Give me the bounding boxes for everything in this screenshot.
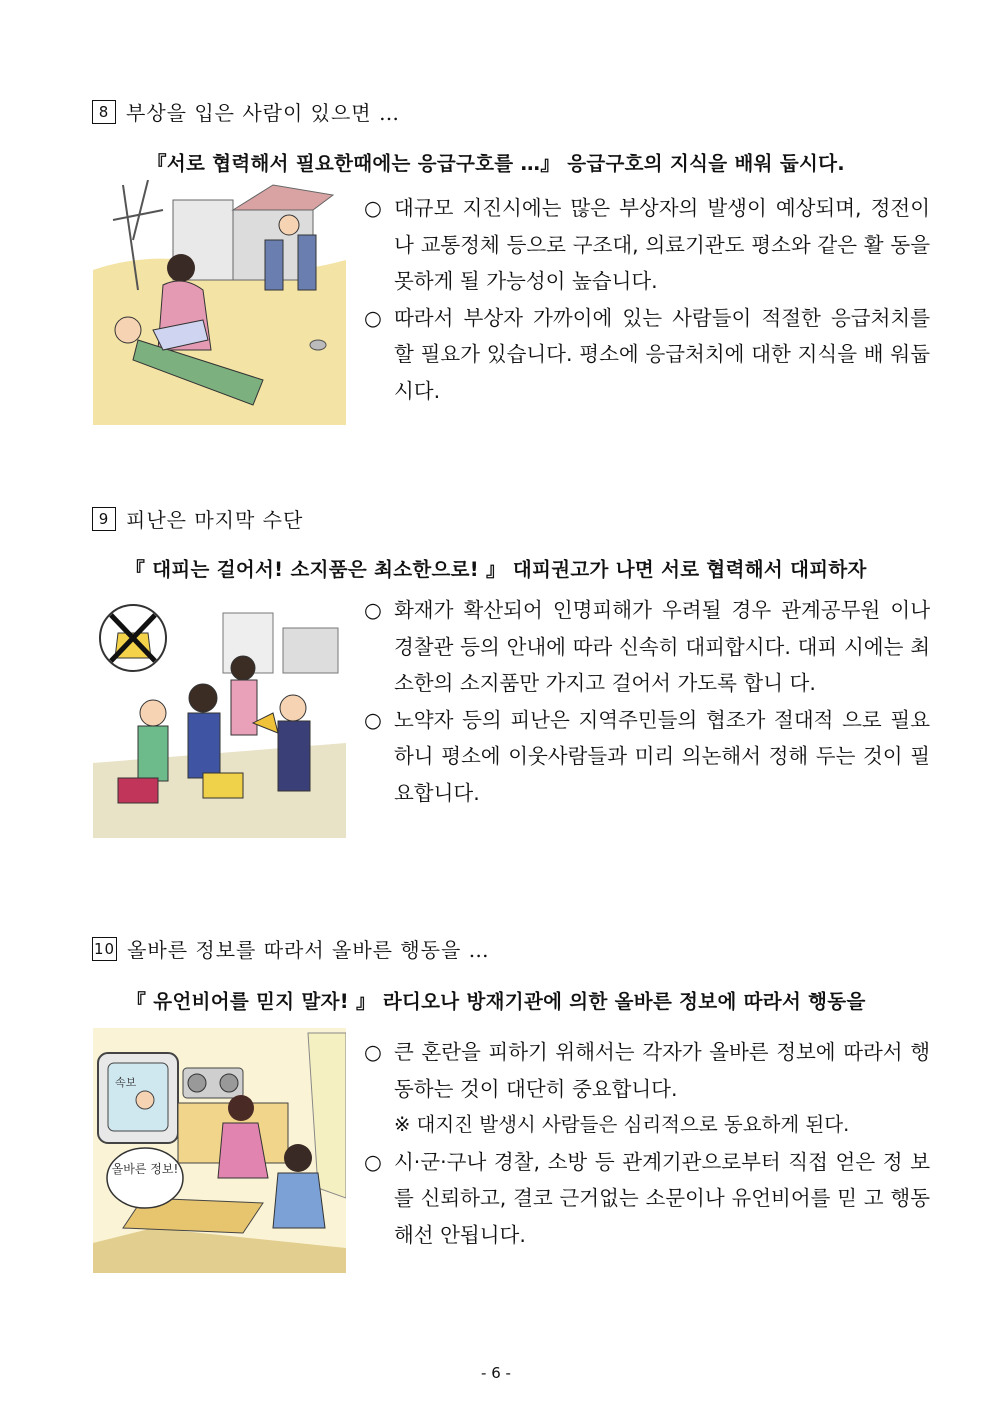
section-9-heading [92, 504, 303, 533]
list-item [364, 1144, 930, 1254]
section-8-body [364, 190, 930, 409]
section-8-slogan: 『서로 협력해서 필요한때에는 응급구호를 …』 응급구호의 지식을 배워 둡시다. [147, 152, 845, 175]
radio-information-illustration [93, 1028, 346, 1273]
evacuation-illustration [93, 593, 346, 838]
circle-bullet-icon: ○ [364, 1040, 382, 1064]
list-item-text: 노약자 등의 피난은 지역주민들의 협조가 절대적 으로 필요하니 평소에 이웃사람들과 미리 의논해서 정해 두는 것이 필요합니다. [394, 707, 930, 805]
section-heading-text: 피난은 마지막 수단 [126, 508, 304, 532]
tv-caption-text: 속보 [115, 1076, 137, 1089]
note-text: ※ 대지진 발생시 사람들은 심리적으로 동요하게 된다. [394, 1113, 850, 1136]
section-heading-text: 부상을 입은 사람이 있으면 … [126, 101, 400, 125]
list-item-text: 대규모 지진시에는 많은 부상자의 발생이 예상되며, 정전이 나 교통정체 등으로 구조대, 의료기관도 평소와 같은 활 동을 못하게 될 가능성이 높습니다. [394, 196, 930, 293]
circle-bullet-icon: ○ [364, 707, 382, 732]
section-number-box: 10 [92, 937, 117, 961]
list-item [364, 702, 930, 812]
circle-bullet-icon: ○ [364, 305, 382, 330]
list-item-text: 따라서 부상자 가까이에 있는 사람들이 적절한 응급처치를 할 필요가 있습니다. 평소에 응급처치에 대한 지식을 배 워둡시다. [394, 305, 930, 403]
section-10-heading [92, 934, 490, 963]
injured-person-illustration [93, 180, 346, 425]
section-heading-text: 올바른 정보를 따라서 올바른 행동을 … [127, 938, 490, 962]
section-number-box: 9 [92, 507, 116, 531]
section-9-body [364, 592, 930, 811]
section-9-slogan: 『 대피는 걸어서! 소지품은 최소한으로! 』 대피권고가 나면 서로 협력해서 대피하자 [125, 558, 867, 581]
page-number: - 6 - [481, 1364, 511, 1382]
section-8-heading [92, 97, 400, 126]
section-10-slogan: 『 유언비어를 믿지 말자! 』 라디오나 방재기관에 의한 올바른 정보에 따라서 행동을 [126, 990, 866, 1013]
circle-bullet-icon: ○ [364, 1149, 382, 1174]
list-item [364, 1034, 930, 1107]
section-number-box: 8 [92, 100, 116, 124]
list-item [364, 300, 930, 410]
list-item [364, 592, 930, 702]
list-item-text: 화재가 확산되어 인명피해가 우려될 경우 관계공무원 이나 경찰관 등의 안내에 따라 신속히 대피합시다. 대피 시에는 최소한의 소지품만 가지고 걸어서 가도록 합니 다. [394, 598, 930, 695]
circle-bullet-icon: ○ [364, 196, 382, 220]
speech-bubble-text: 올바른 정보! [111, 1162, 179, 1176]
section-10-body [364, 1034, 930, 1253]
list-item-text: 큰 혼란을 피하기 위해서는 각자가 올바른 정보에 따라서 행 동하는 것이 대단히 중요합니다. [394, 1040, 930, 1101]
list-item [364, 190, 930, 300]
list-item-text: 시·군·구나 경찰, 소방 등 관계기관으로부터 직접 얻은 정 보를 신뢰하고, 결코 근거없는 소문이나 유언비어를 믿 고 행동해선 안됩니다. [394, 1149, 930, 1247]
circle-bullet-icon: ○ [364, 598, 382, 622]
